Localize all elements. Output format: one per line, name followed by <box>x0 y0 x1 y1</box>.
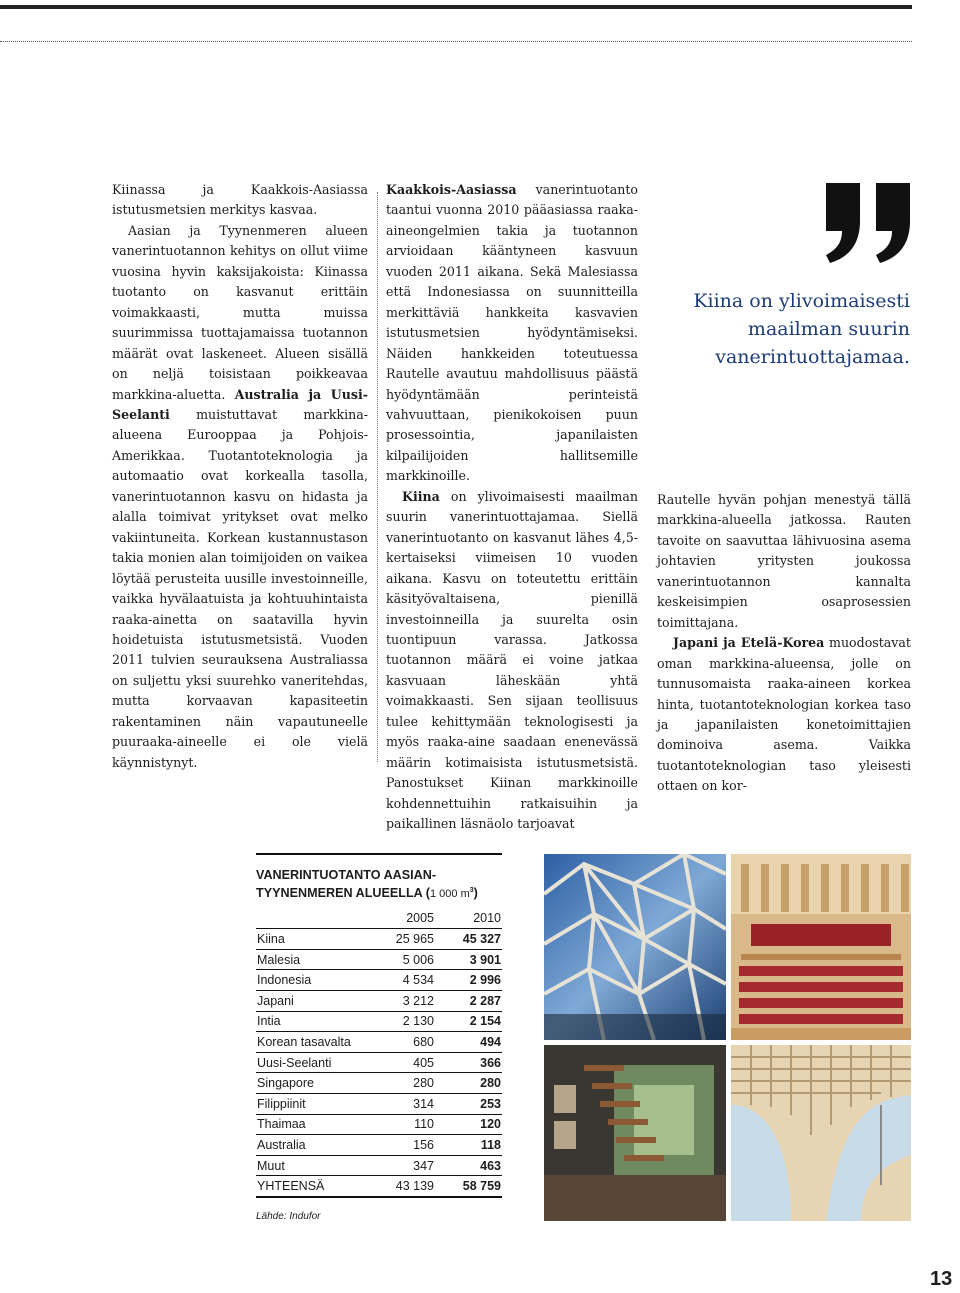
table-cell-country: Filippiinit <box>256 1094 368 1115</box>
photo-glass-roof <box>544 854 726 1040</box>
paragraph-asia-pacific-text: Aasian ja Tyynenmeren alueen vanerintuotannon kehitys on ollut viime vuosina hyvin kaksijakoista: Kiinassa tuotanto on kasvanut erittäin voimakkaasti, mutta muissa suurimmissa tuottajamaissa tuotannon määrät ovat laskeneet. Alueen sisällä on neljä toisistaan poikkeavaa markkina-aluetta. <box>112 222 368 402</box>
paragraph-southeast-asia-text: vanerintuotanto taantui vuonna 2010 pääasiassa raaka-aineongelmien takia ja tuotannon arvioidaan kääntyneen kasvuun vuoden 2011 aikana. Sekä Malesiassa että Indonesiassa on suunnitteilla merkittäviä hankkeita kasvavien istutusmetsien hyödyntämiseksi. Näiden hankkeiden toteutuessa Rautelle avautuu mahdollisuus päästä hyödyntämään perinteistä vahvuuttaan, pienikokoisen puun prosessointia, japanilaisten kilpailijoiden hallitsemille markkinoille. <box>386 182 638 484</box>
table-row <box>256 1176 502 1197</box>
table-cell-2005: 347 <box>368 1155 435 1176</box>
paragraph-asia-pacific <box>112 221 368 773</box>
table-title-close: ) <box>473 886 478 901</box>
photo-wooden-structure <box>731 1045 911 1221</box>
table-cell-2005: 3 212 <box>368 991 435 1012</box>
table-cell-2005: 43 139 <box>368 1176 435 1197</box>
table-cell-2010: 2 996 <box>435 970 502 991</box>
header-country <box>256 908 368 929</box>
table-cell-country: Malesia <box>256 949 368 970</box>
table-cell-country: Singapore <box>256 1073 368 1094</box>
paragraph-raute-goal: Rautelle hyvän pohjan menestyä tällä markkina-alueella jatkossa. Rauten tavoite on saavuttaa lähivuosina asema johtavien yritysten joukossa vanerintuotannon kannalta keskeisimpien osaprosessien toimittajana. <box>657 492 911 630</box>
page-number: 13 <box>930 1268 953 1290</box>
paragraph-china-text: on ylivoimaisesti maailman suurin vanerintuottajamaa. Siellä vanerintuotanto on kasvanut lähes 4,5-kertaiseksi viimeisen 10 vuoden aikana. Kasvu on toteutettu erittäin käsityövaltaisena, pienillä investoinneilla ja suurelta osin tuontipuun varassa. Jatkossa tuotannon määrä ei voine jatkaa kasvuaan läheskään yhtä voimakkaasti. Sen sijaan teollisuus tulee kehittymään teknologisesti ja myös raaka-aine saadaan enenevässä määrin kotimaisista istutusmetsistä. Panostukset Kiinan markkinoille kohdennettuihin ratkaisuihin ja paikallinen läsnäolo tarjoavat <box>386 488 638 832</box>
table-source: Lähde: Indufor <box>256 1211 321 1222</box>
table-cell-2005: 4 534 <box>368 970 435 991</box>
table-cell-2005: 5 006 <box>368 949 435 970</box>
heading-australia-nz: Australia ja Uusi-Seelanti <box>112 386 369 422</box>
table-row <box>256 1135 502 1156</box>
table-cell-2005: 280 <box>368 1073 435 1094</box>
table-body <box>256 929 502 1197</box>
pull-quote: Kiina on ylivoimaisesti maailman suurin vanerintuottajamaa. <box>693 290 910 368</box>
table-row <box>256 949 502 970</box>
table-cell-country: Korean tasavalta <box>256 1032 368 1053</box>
photo-interior-staircase <box>544 1045 726 1221</box>
table-top-rule <box>256 853 502 855</box>
table-cell-2005: 405 <box>368 1052 435 1073</box>
table-unit: 1 000 m <box>429 888 470 901</box>
table-row <box>256 1114 502 1135</box>
top-rule <box>0 5 912 9</box>
table-cell-2010: 280 <box>435 1073 502 1094</box>
table-cell-country: YHTEENSÄ <box>256 1176 368 1197</box>
column-separator <box>377 192 378 762</box>
table-cell-2005: 314 <box>368 1094 435 1115</box>
table-row <box>256 1011 502 1032</box>
table-cell-country: Indonesia <box>256 970 368 991</box>
text-column-2 <box>386 180 638 835</box>
table-header-row <box>256 908 502 929</box>
paragraph-japan-korea <box>657 633 911 797</box>
table-cell-2010: 2 287 <box>435 991 502 1012</box>
table-cell-2010: 118 <box>435 1135 502 1156</box>
paragraph-intro: Kiinassa ja Kaakkois-Aasiassa istutusmetsien merkitys kasvaa. <box>112 182 368 218</box>
table-row <box>256 1032 502 1053</box>
table-cell-2005: 680 <box>368 1032 435 1053</box>
heading-southeast-asia: Kaakkois-Aasiassa <box>386 182 517 197</box>
table-cell-2010: 58 759 <box>435 1176 502 1197</box>
table-cell-country: Australia <box>256 1135 368 1156</box>
table-cell-2010: 463 <box>435 1155 502 1176</box>
table-cell-2010: 253 <box>435 1094 502 1115</box>
quote-mark-icon <box>820 183 914 263</box>
table-title-line1: VANERINTUOTANTO AASIAN- <box>256 868 437 882</box>
table-cell-country: Japani <box>256 991 368 1012</box>
table-cell-2010: 2 154 <box>435 1011 502 1032</box>
table-cell-country: Uusi-Seelanti <box>256 1052 368 1073</box>
table-title-line2 <box>256 883 502 902</box>
table-row <box>256 1073 502 1094</box>
table-cell-2005: 110 <box>368 1114 435 1135</box>
header-2005: 2005 <box>368 908 435 929</box>
table-cell-country: Muut <box>256 1155 368 1176</box>
text-column-1 <box>112 180 368 773</box>
header-2010: 2010 <box>435 908 502 929</box>
table-cell-2010: 3 901 <box>435 949 502 970</box>
paragraph-australia-text: muistuttavat markkina-alueena Eurooppaa ja Pohjois-Amerikkaa. Tuotantoteknologia ja automaatio ovat korkealla tasolla, vanerintuotannon kasvu on hidasta ja alalla toimivat yritykset ovat melko vakiintuneita. Korkean kustannustason takia monien alan toimijoiden on vaikea löytää perusteita uusille investoinneille, vaikka hyvälaatuista ja kohtuuhintaista raaka-ainetta on saatavilla hyvin hoidetuista istutusmetsistä. Vuoden 2011 tulvien seurauksena Australiassa on suljettu yksi suurehko vaneritehdas, mutta korvaavan kapasiteetin rakentaminen näin vapautuneelle puuraaka-aineelle ei ole vielä käynnistynyt. <box>112 406 368 770</box>
table-unit-sup: 3 <box>469 887 474 894</box>
table-title-region: TYYNENMEREN ALUEELLA ( <box>256 886 430 901</box>
table-grid <box>256 908 502 1197</box>
paragraph-japan-korea-text: muodostavat oman markkina-alueensa, jolle on tunnusomaista raaka-aineen korkea hinta, tuotantoteknologian korkea taso ja japanilaisten konetoimittajien dominoiva asema. Vaikka tuotantoteknologian taso yleisesti ottaen on kor- <box>657 635 911 794</box>
dotted-rule <box>0 41 912 42</box>
table-title <box>256 867 502 902</box>
table-cell-2010: 494 <box>435 1032 502 1053</box>
table-cell-2005: 156 <box>368 1135 435 1156</box>
table-row <box>256 1155 502 1176</box>
table-cell-country: Thaimaa <box>256 1114 368 1135</box>
table-cell-2010: 366 <box>435 1052 502 1073</box>
heading-china: Kiina <box>402 488 440 504</box>
table-cell-country: Intia <box>256 1011 368 1032</box>
table-row <box>256 1094 502 1115</box>
table-cell-country: Kiina <box>256 929 368 950</box>
table-cell-2010: 120 <box>435 1114 502 1135</box>
table-cell-2005: 2 130 <box>368 1011 435 1032</box>
table-row <box>256 970 502 991</box>
table-row <box>256 991 502 1012</box>
table-row <box>256 1052 502 1073</box>
photo-concert-hall <box>731 854 911 1040</box>
heading-japan-korea: Japani ja Etelä-Korea <box>673 635 825 651</box>
paragraph-china <box>386 487 638 835</box>
table-cell-2005: 25 965 <box>368 929 435 950</box>
table-row <box>256 929 502 950</box>
paragraph-southeast-asia <box>386 180 638 487</box>
table-cell-2010: 45 327 <box>435 929 502 950</box>
text-column-3 <box>657 490 911 797</box>
production-table <box>256 853 502 1198</box>
